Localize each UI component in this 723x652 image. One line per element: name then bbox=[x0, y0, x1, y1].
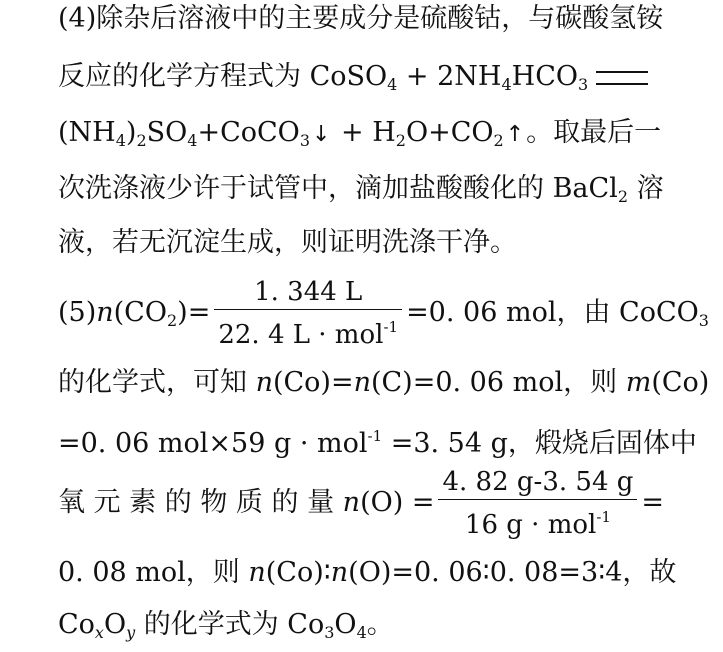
subscript: 3 bbox=[698, 311, 709, 330]
gas-arrow-icon: ↑ bbox=[505, 122, 525, 147]
part5-line1 bbox=[58, 276, 709, 351]
math-variable: n bbox=[330, 557, 349, 588]
part5-text: 0. 08 mol，则 bbox=[58, 557, 249, 588]
equation-term: (NH bbox=[58, 117, 116, 148]
part5-text: O bbox=[334, 609, 357, 640]
part4-text: (4)除杂后溶液中的主要成分是硫酸钴，与碳酸氢铵 bbox=[58, 3, 664, 34]
math-variable: n bbox=[255, 367, 273, 398]
part5-label: (5) bbox=[58, 297, 97, 328]
math-variable: m bbox=[625, 367, 652, 398]
part4-line4 bbox=[58, 172, 664, 214]
math-variable: n bbox=[96, 297, 114, 328]
part5-text: )= bbox=[177, 297, 211, 328]
subscript: 3 bbox=[324, 623, 335, 642]
fraction-bar bbox=[214, 309, 402, 310]
part5-text: (C)=0. 06 mol，则 bbox=[370, 367, 626, 398]
part5-text: =0. 06 mol，由 CoCO bbox=[406, 297, 699, 328]
subscript: 2 bbox=[617, 187, 629, 206]
fraction-numerator: 4. 82 g-3. 54 g bbox=[442, 467, 634, 497]
subscript: 4 bbox=[187, 131, 198, 150]
subscript: 3 bbox=[578, 75, 589, 94]
subscript: 2 bbox=[493, 131, 504, 150]
equation-term: HCO bbox=[511, 61, 578, 92]
part5-text: 。 bbox=[366, 609, 394, 640]
fraction-denominator bbox=[438, 501, 637, 541]
fraction-numerator: 1. 344 L bbox=[254, 277, 363, 307]
equation-term: + 2NH bbox=[397, 61, 502, 92]
fraction-denominator bbox=[214, 311, 402, 351]
fraction-moles-oxygen bbox=[438, 466, 637, 541]
fraction-moles-co2 bbox=[214, 276, 402, 351]
part5-text: (Co)= bbox=[272, 367, 354, 398]
subscript: y bbox=[126, 623, 136, 642]
equation-term: ) bbox=[125, 117, 137, 148]
part5-text: 的化学式为 Co bbox=[135, 609, 325, 640]
part5-text: (Co) bbox=[651, 367, 710, 398]
equation-term: SO bbox=[146, 117, 188, 148]
denominator-text: 16 g · mol bbox=[464, 510, 597, 540]
equation-intro: 反应的化学方程式为 CoSO bbox=[58, 61, 388, 92]
part5-line4 bbox=[58, 466, 664, 541]
math-variable: n bbox=[353, 367, 371, 398]
part4-text: 。取最后一 bbox=[526, 117, 662, 148]
part4-text: 次洗涤液少许于试管中，滴加盐酸酸化的 BaCl bbox=[58, 173, 618, 204]
subscript: 4 bbox=[115, 131, 126, 150]
subscript: 4 bbox=[387, 75, 398, 94]
part4-text: 液，若无沉淀生成，则证明洗涤干净。 bbox=[58, 227, 517, 258]
equation-equals-sign bbox=[596, 71, 648, 85]
subscript: 2 bbox=[166, 311, 178, 330]
part4-line3 bbox=[58, 116, 661, 158]
precipitate-arrow-icon: ↓ bbox=[312, 122, 331, 147]
equation-term: + H bbox=[332, 117, 396, 148]
superscript: -1 bbox=[383, 318, 399, 336]
part5-line5 bbox=[58, 556, 676, 590]
subscript: 4 bbox=[501, 75, 512, 94]
part5-text: (Co)∶ bbox=[265, 557, 331, 588]
superscript: -1 bbox=[367, 427, 383, 445]
part5-line2 bbox=[58, 366, 709, 400]
subscript: 3 bbox=[299, 131, 310, 150]
part5-text: =3. 54 g，煅烧后固体中 bbox=[382, 428, 697, 459]
part5-text: =0. 06 mol×59 g · mol bbox=[58, 428, 368, 459]
equation-term: +CoCO bbox=[197, 117, 300, 148]
part5-text: Co bbox=[58, 609, 95, 640]
part5-text: O bbox=[103, 609, 127, 640]
part5-text: (CO bbox=[113, 297, 167, 328]
part5-text: 的化学式，可知 bbox=[58, 367, 256, 398]
part5-line3 bbox=[58, 419, 697, 461]
math-variable: n bbox=[248, 557, 266, 588]
part4-line1 bbox=[58, 2, 663, 36]
part5-text: (O) = bbox=[360, 487, 435, 518]
subscript: 4 bbox=[356, 623, 367, 642]
part5-line6 bbox=[58, 608, 394, 650]
part4-line2 bbox=[58, 60, 648, 102]
math-variable: n bbox=[342, 487, 361, 518]
part5-text: (O)=0. 06∶0. 08=3∶4，故 bbox=[348, 557, 677, 588]
superscript: -1 bbox=[596, 508, 611, 526]
fraction-bar bbox=[438, 499, 637, 500]
subscript: 2 bbox=[395, 131, 406, 150]
subscript: x bbox=[94, 623, 104, 642]
part4-line5 bbox=[58, 226, 517, 260]
denominator-text: 22. 4 L · mol bbox=[218, 320, 384, 350]
part5-text: 氧 元 素 的 物 质 的 量 bbox=[58, 487, 343, 518]
part4-text: 溶 bbox=[628, 173, 664, 204]
equation-term: O+CO bbox=[405, 117, 494, 148]
part5-text: = bbox=[641, 487, 665, 518]
subscript: 2 bbox=[136, 131, 147, 150]
